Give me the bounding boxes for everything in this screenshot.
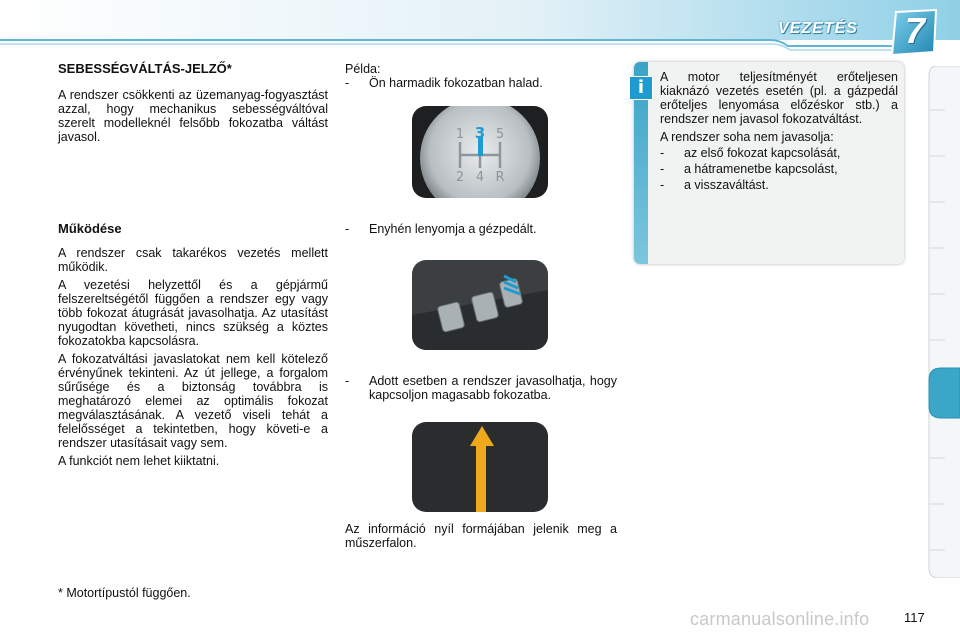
info-item: az első fokozat kapcsolását, [684, 146, 841, 160]
footnote: * Motortípustól függően. [58, 586, 191, 600]
dash: - [345, 374, 350, 388]
side-tab-strip[interactable] [925, 66, 960, 578]
page-number: 117 [904, 610, 925, 625]
gear-r-label: R [495, 170, 505, 185]
chapter-title: VEZETÉS [778, 20, 858, 37]
paragraph: A vezetési helyzettől és a gépjármű felszereltségétől függően a rendszer egy vagy több fokozat átugrását javasolhatja. Az utasítást nyugodtan követheti, nincs szükség a köztes fokozatokba kapcsolásra. [58, 278, 328, 348]
dash: - [345, 222, 350, 236]
info-paragraph: A motor teljesítményét erőteljesen kiaknázó vezetés esetén (pl. a gázpedál erőteljes lenyomása előzéskor stb.) a rendszer nem javasol fokozatváltást. [660, 70, 898, 126]
step-3-text: Adott esetben a rendszer javasolhatja, hogy kapcsoljon magasabb fokozatba. [369, 374, 617, 402]
gear-knob-image [412, 106, 548, 198]
paragraph: A rendszer csak takarékos vezetés mellett működik. [58, 246, 328, 274]
dash: - [345, 76, 350, 90]
watermark: carmanualsonline.info [690, 609, 870, 629]
info-item: a hátramenetbe kapcsolást, [684, 162, 838, 176]
example-label: Példa: [345, 62, 381, 76]
gear-2-label: 2 [455, 170, 465, 185]
list-item [660, 178, 898, 192]
list-item [660, 162, 898, 176]
example-block [345, 62, 620, 90]
list-item [660, 146, 898, 160]
intro-paragraph: A rendszer csökkenti az üzemanyag-fogyasztást azzal, hogy mechanikus sebességváltóval szerelt modelleknél felsőbb fokozatba váltást javasol. [58, 88, 328, 144]
gear-4-label: 4 [475, 170, 485, 185]
paragraph: A fokozatváltási javaslatokat nem kell kötelező érvényűnek tekinteni. Az út jellege, a forgalom sűrűsége és a biztonság továbbra is meghatározó elemei az optimális fokozat megválasztásának. A vezető viseli tehát a felelősséget a tekintetben, hogy követi-e a rendszer utasításait vagy sem. [58, 352, 328, 450]
info-text [660, 70, 898, 192]
left-column [58, 62, 328, 144]
list-item [345, 222, 620, 236]
dash: - [660, 178, 665, 192]
info-item: a visszaváltást. [684, 178, 769, 192]
dash: - [660, 146, 665, 160]
gear-5-label: 5 [495, 127, 505, 142]
gear-3-label: 3 [474, 124, 486, 142]
pedals-image [412, 260, 548, 350]
gear-1-label: 1 [455, 127, 465, 142]
list-item [345, 76, 620, 90]
operation-section [58, 222, 328, 468]
dash: - [660, 162, 665, 176]
chapter-number: 7 [904, 10, 926, 51]
upshift-arrow-image [412, 422, 548, 512]
info-paragraph: A rendszer soha nem javasolja: [660, 130, 834, 144]
step-2-text: Enyhén lenyomja a gézpedált. [369, 222, 537, 236]
subsection-title: Működése [58, 221, 122, 236]
info-icon: i [629, 76, 653, 100]
paragraph: A funkciót nem lehet kiiktatni. [58, 454, 220, 468]
conclusion-text: Az információ nyíl formájában jelenik meg a műszerfalon. [345, 522, 617, 550]
list-item [345, 374, 617, 402]
section-title: SEBESSÉGVÁLTÁS-JELZŐ* [58, 61, 232, 76]
step-1-text: Ön harmadik fokozatban halad. [369, 76, 543, 90]
